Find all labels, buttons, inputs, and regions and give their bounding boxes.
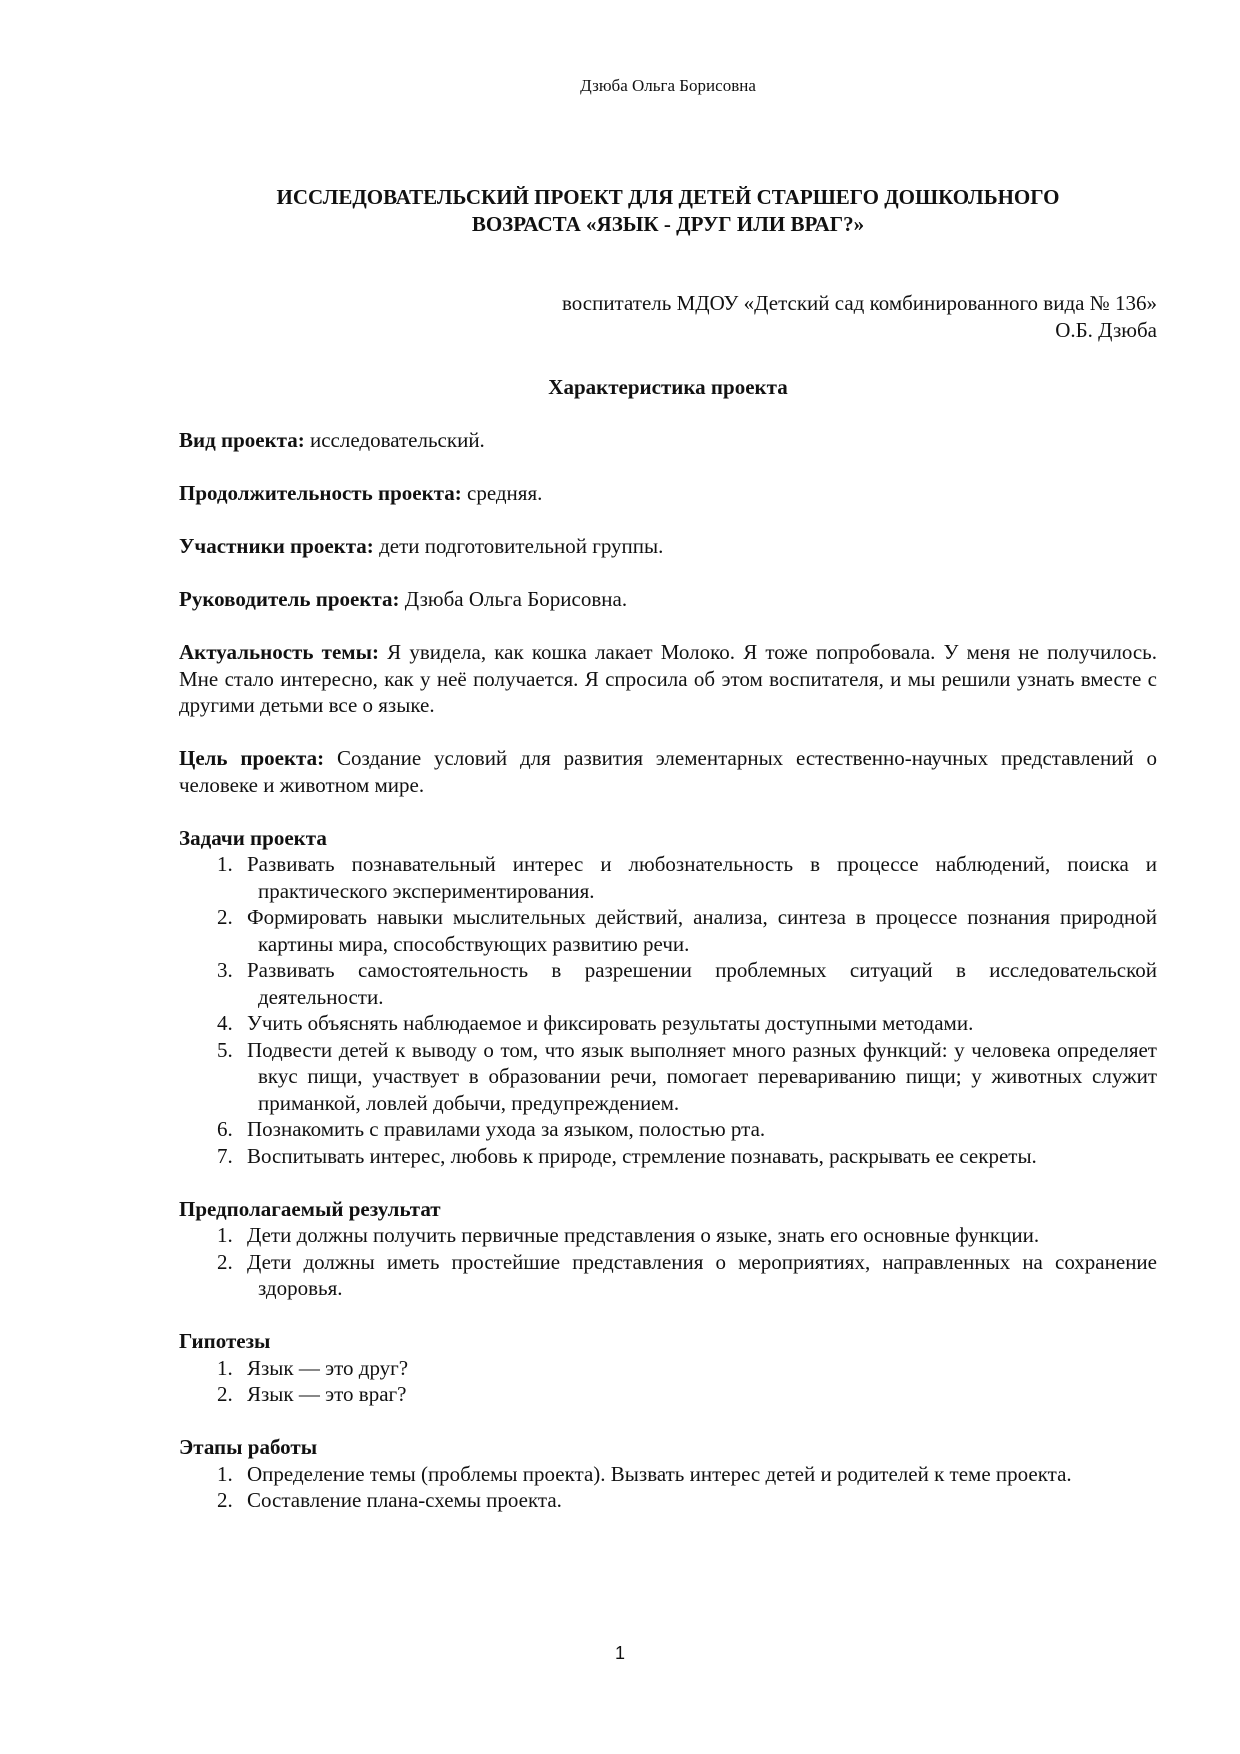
field-paragraph	[179, 639, 1157, 719]
list-item	[179, 1355, 1157, 1382]
item-text: Дети должны иметь простейшие представления о мероприятиях, направленных на сохранение здоровья.	[247, 1249, 1157, 1300]
list-item	[179, 1487, 1157, 1514]
list-item	[179, 1381, 1157, 1408]
field-label: Вид проекта:	[179, 428, 305, 452]
item-text: Познакомить с правилами ухода за языком, полостью рта.	[247, 1117, 766, 1141]
list-item	[179, 1116, 1157, 1143]
section-heading: Задачи проекта	[179, 825, 327, 850]
item-number: 6.	[217, 1117, 233, 1141]
item-number: 2.	[217, 1249, 233, 1274]
item-text: Составление плана-схемы проекта.	[247, 1488, 562, 1512]
item-number: 2.	[217, 1488, 233, 1512]
field-paragraph	[179, 427, 1157, 454]
list-item	[179, 1037, 1157, 1117]
numbered-list	[179, 851, 1157, 1169]
item-number: 3.	[217, 958, 233, 982]
author-affiliation	[179, 290, 1157, 343]
item-number: 4.	[217, 1011, 233, 1035]
field-label: Руководитель проекта:	[179, 587, 400, 611]
item-number: 5.	[217, 1037, 233, 1062]
page-header: Дзюба Ольга Борисовна	[580, 76, 756, 95]
section-title: Характеристика проекта	[548, 375, 788, 399]
list-item	[179, 1249, 1157, 1302]
item-number: 7.	[217, 1143, 233, 1168]
field-value: Дзюба Ольга Борисовна.	[399, 587, 628, 611]
field-value: исследовательский.	[304, 428, 485, 452]
section-heading: Предполагаемый результат	[179, 1196, 441, 1221]
title-line: ВОЗРАСТА «ЯЗЫК - ДРУГ ИЛИ ВРАГ?»	[471, 211, 865, 236]
numbered-list	[179, 1461, 1157, 1514]
item-text: Учить объяснять наблюдаемое и фиксировать результаты доступными методами.	[247, 1011, 974, 1035]
list-item	[179, 1222, 1157, 1249]
item-number: 1.	[217, 852, 233, 876]
list-item	[179, 904, 1157, 957]
page-number: 1	[614, 1643, 625, 1663]
field-paragraph	[179, 745, 1157, 798]
item-number: 2.	[217, 905, 233, 929]
numbered-list	[179, 1355, 1157, 1408]
list-item	[179, 957, 1157, 1010]
document-body	[179, 374, 1157, 1540]
item-text: Развивать познавательный интерес и любознательность в процессе наблюдений, поиска и практического экспериментирования.	[247, 852, 1157, 903]
item-number: 1.	[217, 1461, 233, 1486]
item-text: Развивать самостоятельность в разрешении проблемных ситуаций в исследовательской деятельности.	[247, 958, 1157, 1009]
author-name: О.Б. Дзюба	[1055, 317, 1157, 342]
document-title	[179, 184, 1157, 237]
item-number: 1.	[217, 1355, 233, 1380]
item-text: Подвести детей к выводу о том, что язык выполняет много разных функций: у человека определяет вкус пищи, участвует в образовании речи, помогает перевариванию пищи; у животных служит приманкой, ловлей добычи, предупреждением.	[247, 1037, 1157, 1115]
field-paragraph	[179, 586, 1157, 613]
item-text: Дети должны получить первичные представления о языке, знать его основные функции.	[247, 1223, 1040, 1247]
field-value: средняя.	[461, 481, 543, 505]
field-paragraph	[179, 480, 1157, 507]
field-paragraph	[179, 533, 1157, 560]
list-item	[179, 1143, 1157, 1170]
field-value: дети подготовительной группы.	[373, 534, 664, 558]
item-text: Определение темы (проблемы проекта). Вызвать интерес детей и родителей к теме проекта.	[247, 1461, 1072, 1486]
field-label: Актуальность темы:	[179, 640, 379, 664]
field-label: Цель проекта:	[179, 746, 325, 770]
item-text: Язык — это враг?	[247, 1382, 407, 1406]
title-line: ИССЛЕДОВАТЕЛЬСКИЙ ПРОЕКТ ДЛЯ ДЕТЕЙ СТАРШЕГО ДОШКОЛЬНОГО	[276, 185, 1060, 209]
list-item	[179, 851, 1157, 904]
section-heading: Гипотезы	[179, 1329, 271, 1353]
field-label: Участники проекта:	[179, 534, 374, 558]
numbered-list	[179, 1222, 1157, 1302]
item-text: Язык — это друг?	[247, 1355, 409, 1380]
field-label: Продолжительность проекта:	[179, 481, 462, 505]
item-number: 1.	[217, 1223, 233, 1247]
section-heading: Этапы работы	[179, 1435, 318, 1459]
list-item	[179, 1010, 1157, 1037]
item-text: Воспитывать интерес, любовь к природе, стремление познавать, раскрывать ее секреты.	[247, 1143, 1037, 1168]
affiliation-line: воспитатель МДОУ «Детский сад комбинированного вида № 136»	[561, 291, 1157, 315]
field-value: Я увидела, как кошка лакает Молоко. Я тоже попробовала. У меня не получилось. Мне стало интересно, как у неё получается. Я спросила об этом воспитателя, и мы решили узнать вместе с другими детьми все о языке.	[179, 640, 1157, 717]
item-number: 2.	[217, 1382, 233, 1406]
field-value: Создание условий для развития элементарных естественно-научных представлений о человеке и животном мире.	[179, 746, 1157, 797]
item-text: Формировать навыки мыслительных действий, анализа, синтеза в процессе познания природной картины мира, способствующих развитию речи.	[247, 905, 1157, 956]
list-item	[179, 1461, 1157, 1488]
